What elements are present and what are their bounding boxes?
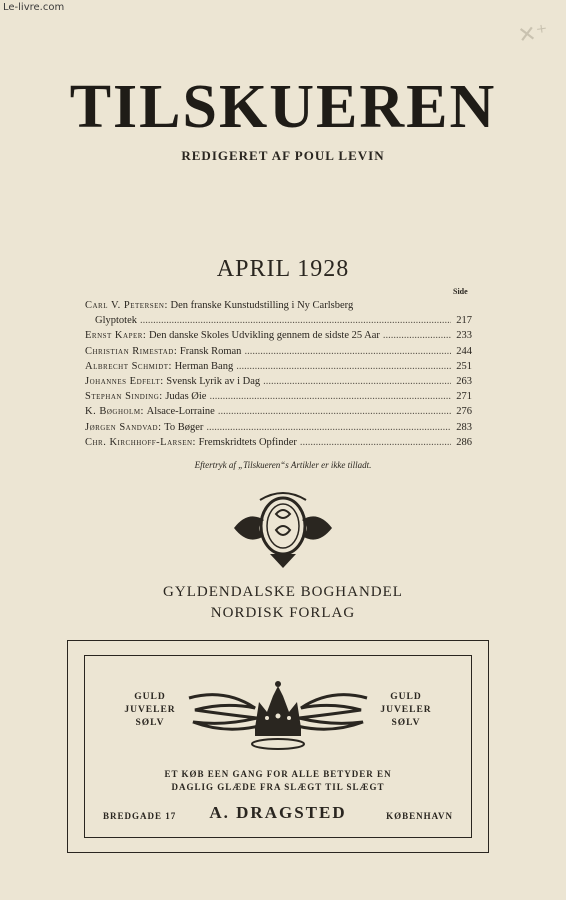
advert-slogan bbox=[85, 768, 471, 794]
toc-author: Carl V. Petersen: bbox=[85, 300, 168, 311]
publisher-line-1: GYLDENDALSKE BOGHANDEL bbox=[163, 584, 403, 600]
advert-right-list bbox=[371, 691, 441, 730]
toc-entry bbox=[85, 359, 472, 374]
toc-page: 233 bbox=[456, 330, 472, 342]
toc-author: Jørgen Sandvad: bbox=[85, 421, 162, 433]
advert-item: GULD bbox=[390, 692, 422, 702]
toc-title: Fremskridtets Opfinder bbox=[198, 436, 297, 448]
toc-author: Christian Rimestad: bbox=[85, 345, 178, 357]
toc-page: 217 bbox=[456, 315, 472, 327]
toc-title: To Bøger bbox=[164, 421, 204, 433]
toc-page: 263 bbox=[456, 376, 472, 388]
toc-entry bbox=[85, 313, 472, 328]
toc-author: Albrecht Schmidt: bbox=[85, 360, 172, 372]
toc-title: Glyptotek bbox=[95, 315, 137, 327]
toc-title: Fransk Roman bbox=[179, 345, 242, 357]
advert-item: JUVELER bbox=[124, 705, 176, 715]
advert-item: JUVELER bbox=[380, 705, 432, 715]
toc-entry bbox=[85, 435, 472, 450]
publisher-name bbox=[0, 582, 566, 624]
toc-entry bbox=[85, 298, 472, 313]
toc-title: Judas Øie bbox=[165, 391, 207, 403]
toc-author: Chr. Kirchhoff-Larsen: bbox=[85, 436, 196, 448]
toc-title: Herman Bang bbox=[174, 360, 234, 372]
reprint-notice: Eftertryk af „Tilskueren“s Artikler er ikke tilladt. bbox=[194, 460, 372, 470]
toc-author: K. Bøgholm: bbox=[85, 406, 144, 418]
page-column-label: Side bbox=[453, 287, 468, 296]
toc-author: Stephan Sinding: bbox=[85, 391, 163, 403]
slogan-line-2: DAGLIG GLÆDE FRA SLÆGT TIL SLÆGT bbox=[171, 782, 385, 792]
publisher-line-2: NORDISK FORLAG bbox=[210, 605, 356, 621]
toc-entry bbox=[85, 404, 472, 419]
issue-date: APRIL 1928 bbox=[216, 256, 350, 282]
toc-entry bbox=[85, 328, 472, 343]
toc-page: 271 bbox=[456, 391, 472, 403]
toc-author: Ernst Kaper: bbox=[85, 330, 147, 342]
advert-left-list bbox=[115, 691, 185, 730]
toc-entry bbox=[85, 374, 472, 389]
toc-title: Svensk Lyrik av i Dag bbox=[166, 376, 261, 388]
toc-title: Den danske Skoles Udvikling gennem de sidste 25 Aar bbox=[148, 330, 380, 342]
advertisement-inner-frame bbox=[84, 655, 472, 838]
watermark: Le-livre.com bbox=[3, 2, 65, 13]
toc-entry bbox=[85, 344, 472, 359]
advertisement bbox=[67, 640, 489, 853]
advert-address: BREDGADE 17 bbox=[103, 811, 177, 821]
advert-item: SØLV bbox=[135, 718, 165, 728]
toc-entry bbox=[85, 389, 472, 404]
toc-page: 251 bbox=[456, 360, 472, 372]
editor-line: REDIGERET AF POUL LEVIN bbox=[181, 148, 385, 163]
pencil-mark-icon: ✕⁺ bbox=[516, 20, 550, 49]
toc-page: 283 bbox=[456, 421, 472, 433]
toc-entry bbox=[85, 420, 472, 435]
slogan-line-1: ET KØB EEN GANG FOR ALLE BETYDER EN bbox=[164, 769, 392, 779]
toc-page: 276 bbox=[456, 406, 472, 418]
toc-title: Den franske Kunstudstilling i Ny Carlsberg bbox=[170, 300, 354, 311]
masthead-title: TILSKUEREN bbox=[69, 73, 497, 141]
table-of-contents bbox=[85, 298, 472, 450]
toc-page: 286 bbox=[456, 436, 472, 448]
advert-brand-name: A. DRAGSTED bbox=[209, 803, 347, 822]
publisher-emblem-icon bbox=[230, 488, 336, 570]
advert-item: SØLV bbox=[391, 718, 421, 728]
toc-author: Johannes Edfelt: bbox=[85, 376, 164, 388]
advert-item: GULD bbox=[134, 692, 166, 702]
toc-page: 244 bbox=[456, 345, 472, 357]
advert-city: KØBENHAVN bbox=[386, 811, 453, 821]
crown-icon bbox=[185, 678, 371, 752]
toc-title: Alsace-Lorraine bbox=[146, 406, 215, 418]
